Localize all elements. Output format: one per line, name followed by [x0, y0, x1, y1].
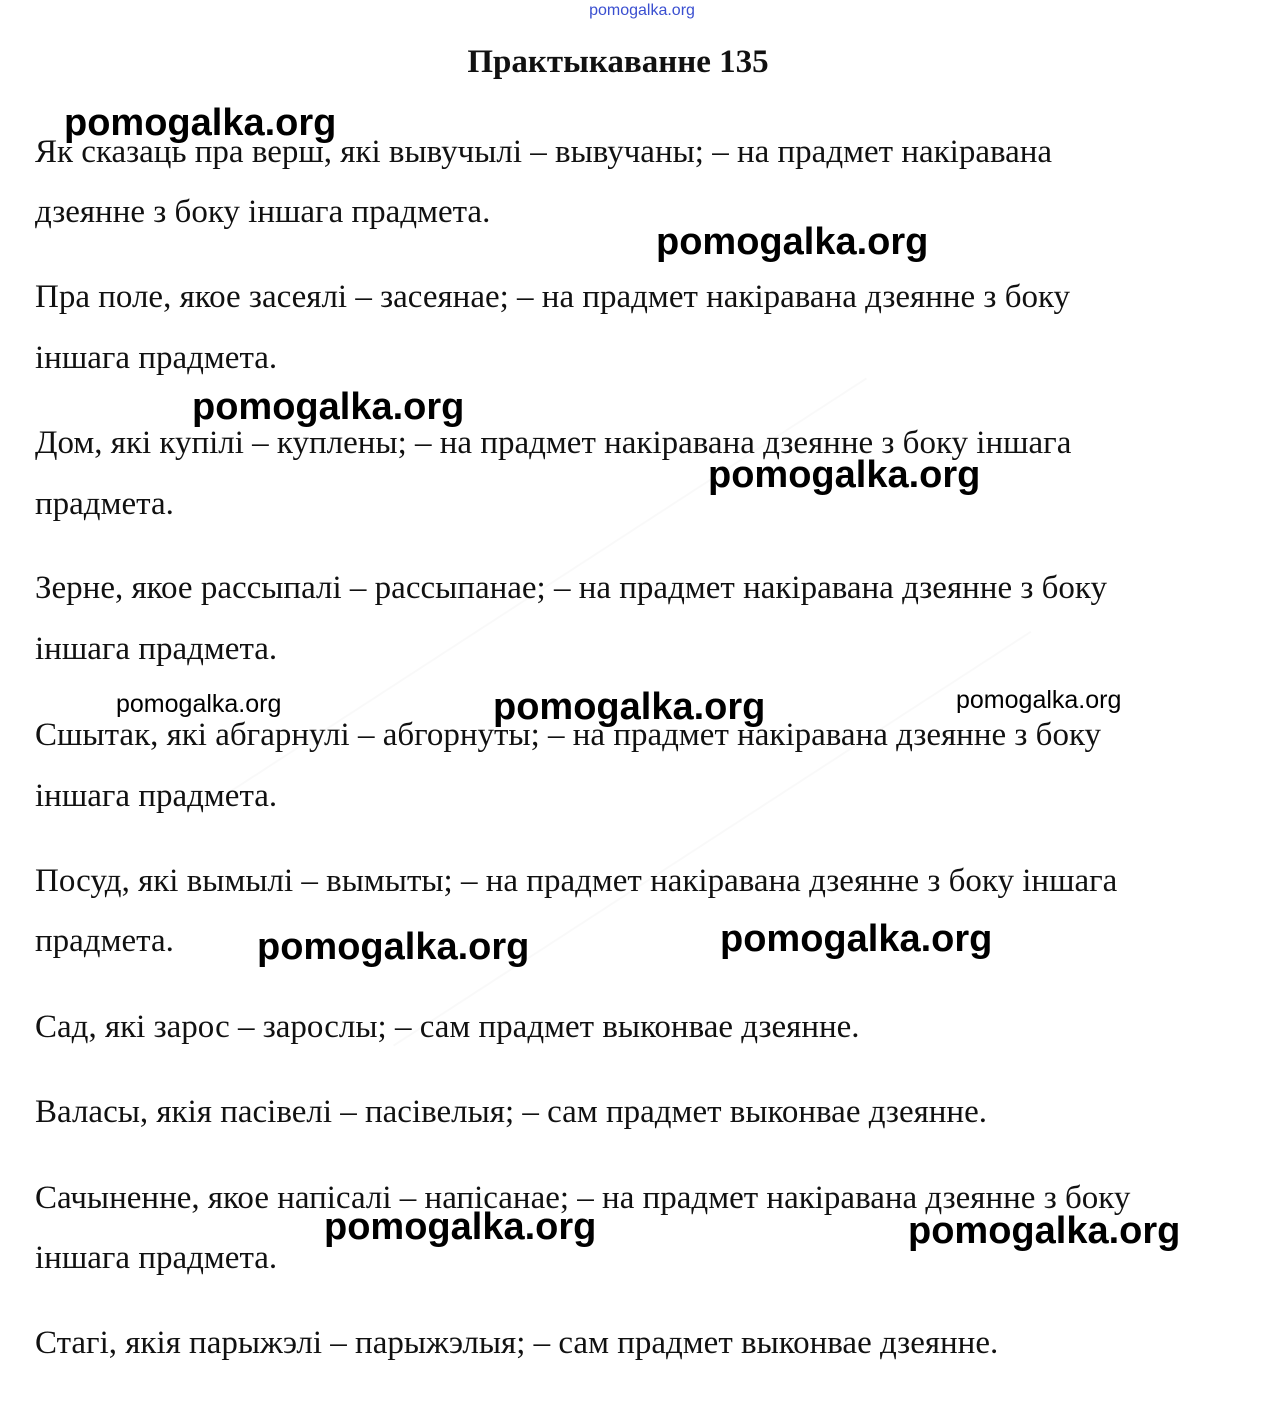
paragraph-1-line-2: дзеянне з боку іншага прадмета. — [35, 194, 491, 230]
watermark: pomogalka.org — [64, 102, 337, 144]
watermark: pomogalka.org — [257, 926, 530, 968]
watermark: pomogalka.org — [493, 686, 766, 728]
paragraph-5-line-2: іншага прадмета. — [35, 778, 278, 814]
watermark: pomogalka.org — [708, 454, 981, 496]
site-link[interactable]: pomogalka.org — [589, 2, 695, 19]
watermark: pomogalka.org — [192, 386, 465, 428]
page-title: Практыкаванне 135 — [467, 44, 769, 80]
watermark: pomogalka.org — [908, 1210, 1181, 1252]
watermark: pomogalka.org — [956, 686, 1122, 714]
paragraph-9-line-2: іншага прадмета. — [35, 1240, 278, 1276]
paragraph-5-line-1: Сшытак, які абгарнулі – абгорнуты; – на прадмет накіравана дзеянне з боку — [35, 717, 1102, 753]
paragraph-3-line-2: прадмета. — [35, 486, 174, 522]
paragraph-4-line-2: іншага прадмета. — [35, 631, 278, 667]
paragraph-2-line-1: Пра поле, якое засеялі – засеянае; – на прадмет накіравана дзеянне з боку — [35, 279, 1071, 315]
watermark: pomogalka.org — [116, 690, 282, 718]
paragraph-8-line-1: Валасы, якія пасівелі – пасівелыя; – сам прадмет выконвае дзеянне. — [35, 1094, 987, 1130]
watermark: pomogalka.org — [656, 221, 929, 263]
paragraph-9-line-1: Сачыненне, якое напісалі – напісанае; – на прадмет накіравана дзеянне з боку — [35, 1180, 1131, 1216]
paragraph-1-line-1: Як сказаць пра верш, які вывучылі – вывучаны; – на прадмет накіравана — [35, 134, 1053, 170]
watermark: pomogalka.org — [720, 918, 993, 960]
watermark: pomogalka.org — [324, 1206, 597, 1248]
paragraph-6-line-2: прадмета. — [35, 923, 174, 959]
paragraph-2-line-2: іншага прадмета. — [35, 340, 278, 376]
paragraph-10-line-1: Стагі, якія парыжэлі – парыжэлыя; – сам прадмет выконвае дзеянне. — [35, 1325, 999, 1361]
paragraph-4-line-1: Зерне, якое рассыпалі – рассыпанае; – на прадмет накіравана дзеянне з боку — [35, 570, 1107, 606]
paragraph-6-line-1: Посуд, які вымылі – вымыты; – на прадмет накіравана дзеянне з боку іншага — [35, 863, 1118, 899]
paragraph-3-line-1: Дом, які купілі – куплены; – на прадмет накіравана дзеянне з боку іншага — [35, 425, 1072, 461]
paragraph-7-line-1: Сад, які зарос – зарослы; – сам прадмет выконвае дзеянне. — [35, 1009, 860, 1045]
